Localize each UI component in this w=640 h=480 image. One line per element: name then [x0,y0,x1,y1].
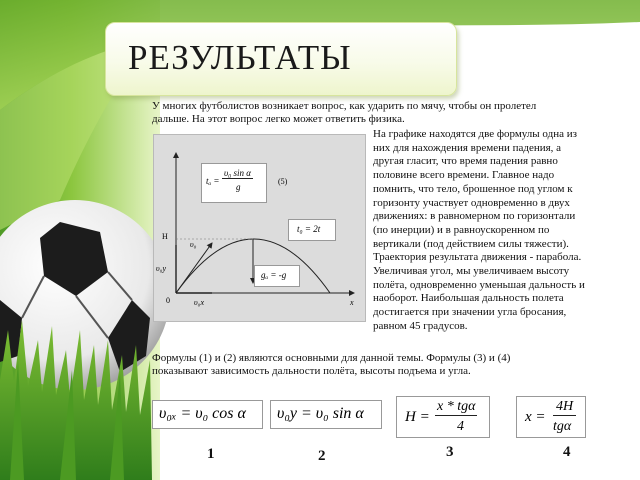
intro-line: У многих футболистов возникает вопрос, как ударить по мячу, чтобы он пролетел [152,100,537,112]
equation-total-box [288,219,336,241]
label-h: H [162,232,168,241]
eq-ref-label: (5) [278,177,288,186]
formula-4-den: tgα [553,419,572,434]
explanation-line: наоборот. Наибольшая дальность полета [373,292,564,305]
label-v0x: υ₀x [194,298,205,307]
explanation-line: (по инерции) и в равноускоренном по [373,223,550,236]
explanation-line: Траектория результата движения - парабола. [373,251,582,264]
eq-time-lhs: tₐ = [206,176,220,186]
formula-2-box [270,400,382,429]
formula-1: υ₀ₓ = υ₀ cos α [159,405,246,422]
eq-time-den: g [236,182,241,192]
intro-line: дальше. На этот вопрос легко может ответить физика. [152,113,405,125]
explanation-line: достигается при значении угла бросания, [373,306,567,319]
formula-1-box [152,400,263,429]
explanation-line: вертикали (под действием силы тяжести). [373,237,569,250]
intro-paragraph [152,100,612,126]
formulas-line: показывают зависимость дальности полёта, высоты подъема и угла. [152,365,471,377]
formula-number-2: 2 [318,448,326,464]
page-title: РЕЗУЛЬТАТЫ [128,38,352,77]
explanation-paragraph [373,128,613,334]
eq-total: t₀ = 2t [297,224,321,234]
formula-3-den: 4 [457,419,464,434]
explanation-line: Увеличивая угол, мы увеличиваем высоту [373,265,570,278]
v0-vector [176,243,212,293]
eq-accel: gₐ = -g [261,270,287,280]
explanation-line: полёта, одновременно уменьшая дальность и [373,278,585,291]
equation-accel-box [254,265,300,287]
label-v0y: υ₀y [156,264,167,273]
explanation-line: помнить, что тело, брошенное под углом к [373,182,573,195]
formula-3-num: x * tgα [437,399,476,414]
formula-number-1: 1 [207,446,215,462]
explanation-line: равном 45 градусов. [373,319,468,332]
label-v0: υ₀ [190,240,197,249]
formula-3-lhs: H = [405,409,430,425]
formula-number-4: 4 [563,444,571,460]
formula-number-3: 3 [446,444,454,460]
formula-3-box [396,396,490,438]
trajectory-graph [153,134,366,322]
explanation-line: горизонту участвует одновременно в двух [373,196,570,209]
explanation-line: На графике находятся две формулы одна из [373,128,577,140]
explanation-line: них для нахождения времени падения, а [373,141,562,154]
equation-time-box [201,163,267,203]
formula-2: υ₀y = υ₀ sin α [277,405,364,422]
formulas-line: Формулы (1) и (2) являются основными для данной темы. Формулы (3) и (4) [152,352,511,364]
label-origin: 0 [166,296,170,305]
formula-4-box [516,396,586,438]
label-x: x [350,298,354,307]
explanation-line: другая гласит, что время падения равно [373,155,558,168]
explanation-line: половине всего времени. Главное надо [373,169,555,182]
formulas-paragraph [152,352,622,378]
explanation-line: движениях: в равномерном по горизонтали [373,210,576,223]
eq-time-num: υ₀ sin α [224,168,251,178]
formula-4-lhs: x = [525,409,546,425]
formula-4-num: 4H [553,399,576,416]
